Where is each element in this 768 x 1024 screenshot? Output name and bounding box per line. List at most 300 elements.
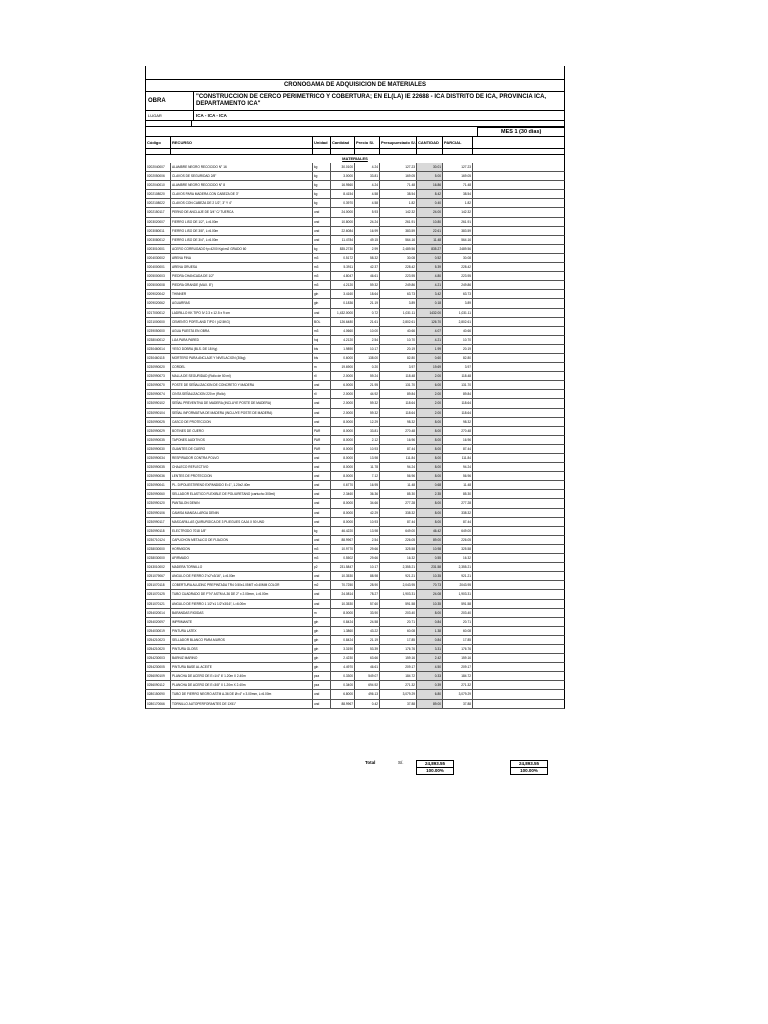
cell-qty: 835.2730: [331, 245, 355, 253]
cell-parcial: 60.08: [443, 627, 473, 635]
cell-mqty: 10.98: [417, 545, 443, 553]
table-row: [145, 563, 565, 572]
cell-unit: pza: [313, 672, 331, 680]
cell-desc: AFIRMADO: [171, 554, 313, 562]
cell-empty: [473, 390, 564, 398]
cell-desc: ALAMBRE NEGRO RECOCIDO N° 8: [171, 181, 313, 189]
cell-empty: [473, 672, 564, 680]
cell-empty: [473, 636, 564, 644]
col-codigo: Código: [146, 137, 171, 148]
table-row: [145, 536, 565, 545]
cell-qty: 8.0000: [331, 472, 355, 480]
cell-code: 0230990025: [146, 418, 171, 426]
cell-mqty: 16.86: [417, 181, 443, 189]
cell-code: 0230990118: [146, 527, 171, 535]
cell-unit: und: [313, 572, 331, 580]
cell-parcial: 118.64: [443, 399, 473, 407]
table-row: [145, 345, 565, 354]
cell-price: 29.66: [355, 554, 380, 562]
parcial-total: 24,893.55: [518, 761, 540, 766]
cell-unit: und: [313, 481, 331, 489]
cell-code: 0256090112: [146, 681, 171, 689]
cell-parcial: 142.32: [443, 208, 473, 216]
cell-unit: PAR: [313, 427, 331, 435]
cell-code: 0230990070: [146, 381, 171, 389]
cell-price: 2.54: [355, 536, 380, 544]
cell-price: 59.32: [355, 409, 380, 417]
cell-budget: 98.32: [380, 418, 417, 426]
cell-price: 57.60: [355, 600, 380, 608]
cell-unit: und: [313, 536, 331, 544]
cell-desc: AGUA PUESTA EN OBRA: [171, 327, 313, 335]
cell-price: 21.19: [355, 636, 380, 644]
table-row: [145, 336, 565, 345]
table-row: [145, 690, 565, 699]
cell-qty: 6.8000: [331, 690, 355, 698]
cell-price: 5.93: [355, 208, 380, 216]
table-row: [145, 254, 565, 263]
cell-empty: [473, 372, 564, 380]
table-row: [145, 636, 565, 645]
table-row: [145, 409, 565, 418]
cell-price: 0.72: [355, 309, 380, 317]
cell-code: 0230990102: [146, 399, 171, 407]
cell-mqty: 231.58: [417, 563, 443, 571]
cell-budget: 203.40: [380, 609, 417, 617]
cell-mqty: 30.01: [417, 163, 443, 171]
table-row: [145, 499, 565, 508]
col-presupuestado: Presupuestado S/.: [380, 137, 417, 148]
cell-budget: 38.54: [380, 190, 417, 198]
budget-total-box: [416, 760, 454, 775]
cell-parcial: 203.40: [443, 609, 473, 617]
cell-code: 0203010001: [146, 245, 171, 253]
cell-code: 0243010002: [146, 563, 171, 571]
col-unidad: Unidad: [313, 137, 331, 148]
cell-empty: [473, 199, 564, 207]
schedule-sheet: [145, 66, 565, 773]
cell-mqty: 0.33: [417, 672, 443, 680]
cell-budget: 3.89: [380, 299, 417, 307]
cell-desc: PERNO DE ANCLAJE DE 3/4" C/ TUERCA: [171, 208, 313, 216]
cell-empty: [473, 181, 564, 189]
cell-empty: [473, 254, 564, 262]
cell-budget: 60.08: [380, 627, 417, 635]
cell-price: 11.78: [355, 463, 380, 471]
cell-parcial: 118.64: [443, 409, 473, 417]
table-row: [145, 509, 565, 518]
cell-qty: 10.8000: [331, 218, 355, 226]
cell-desc: BARNIZ MARINO: [171, 654, 313, 662]
cell-price: 21.19: [355, 299, 380, 307]
cell-desc: CLAVOS DE SEGURIDAD 2/8": [171, 172, 313, 180]
cell-mqty: 8.00: [417, 445, 443, 453]
cell-price: 33.81: [355, 172, 380, 180]
cell-code: 0254020014: [146, 609, 171, 617]
cell-budget: 142.32: [380, 208, 417, 216]
cell-desc: MASCARILLAS QUIRURGICA DE 3 PLIEGUES CAJA X 50 UND: [171, 518, 313, 526]
cell-unit: BOL: [313, 318, 331, 326]
cell-empty: [473, 363, 564, 371]
cell-qty: 3.3190: [331, 645, 355, 653]
cell-code: 0251070118: [146, 581, 171, 589]
cell-qty: 5.3911: [331, 263, 355, 271]
cell-price: 34.66: [355, 499, 380, 507]
cell-code: 0239050000: [146, 327, 171, 335]
cell-unit: m: [313, 363, 331, 371]
cell-unit: und: [313, 518, 331, 526]
table-row: [145, 581, 565, 590]
cell-budget: 40.66: [380, 327, 417, 335]
cell-budget: 338.32: [380, 509, 417, 517]
cell-desc: PINTURA BASE AL ACEITE: [171, 663, 313, 671]
cell-price: 21.61: [355, 318, 380, 326]
cell-code: 0209020042: [146, 290, 171, 298]
cell-mqty: 835.27: [417, 245, 443, 253]
cell-unit: und: [313, 490, 331, 498]
cell-budget: 37.88: [380, 700, 417, 708]
cell-unit: m3: [313, 263, 331, 271]
cell-code: 0205000003: [146, 272, 171, 280]
cell-qty: 8.0000: [331, 463, 355, 471]
table-row: [145, 463, 565, 472]
cell-desc: IMPRIMANTE: [171, 618, 313, 626]
cell-mqty: 22.61: [417, 227, 443, 235]
table-row: [145, 445, 565, 454]
col-precio: Precio S/.: [355, 137, 380, 148]
cell-code: 0221000000: [146, 318, 171, 326]
cell-empty: [473, 600, 564, 608]
cell-budget: 1,903.31: [380, 590, 417, 598]
cell-mqty: 6.00: [417, 381, 443, 389]
cell-desc: YESO DOBRA (BLS. DE 18 Kg): [171, 345, 313, 353]
cell-parcial: 2,802.61: [443, 318, 473, 326]
cell-desc: PLANCHA DE ACERO DE E=3/8" X 1.20m X 2.40m: [171, 681, 313, 689]
cell-qty: 46.4220: [331, 527, 355, 535]
cell-price: 53.39: [355, 645, 380, 653]
cell-qty: 11.4784: [331, 236, 355, 244]
cell-empty: [473, 681, 564, 689]
cell-unit: m3: [313, 272, 331, 280]
cell-qty: 10.3530: [331, 572, 355, 580]
cell-parcial: 38.54: [443, 190, 473, 198]
cell-code: 0230990041: [146, 481, 171, 489]
cell-parcial: 85.30: [443, 490, 473, 498]
cell-empty: [473, 218, 564, 226]
cell-empty: [473, 545, 564, 553]
lugar-row: [145, 111, 565, 121]
cell-desc: CASCO DE PROTECCION: [171, 418, 313, 426]
cell-price: 59.32: [355, 281, 380, 289]
cell-price: 88.98: [355, 572, 380, 580]
cell-mqty: 8.42: [417, 190, 443, 198]
cell-empty: [473, 399, 564, 407]
cell-price: 549.07: [355, 672, 380, 680]
cell-code: 0238030000: [146, 554, 171, 562]
table-row: [145, 672, 565, 681]
table-row: [145, 163, 565, 172]
cell-empty: [473, 172, 564, 180]
cell-desc: PIEDRA CHANCADA DE 1/2": [171, 272, 313, 280]
cell-desc: COBERTURA ALUZINC PREPINTADA TR4 0.50x1.05MT x0.40MM COLOR: [171, 581, 313, 589]
cell-mqty: 2.00: [417, 409, 443, 417]
cell-parcial: 98.32: [443, 418, 473, 426]
obra-description: "CONSTRUCCION DE CERCO PERIMETRICO Y COBERTURA; EN EL(LA) IE 22688 - ICA DISTRITO DE ICA, PROVINCIA ICA, DEPARTAMENTO ICA": [196, 94, 547, 107]
cell-unit: bls: [313, 354, 331, 362]
cell-budget: 82.80: [380, 354, 417, 362]
cell-qty: 8.0000: [331, 427, 355, 435]
cell-unit: m2: [313, 581, 331, 589]
cell-price: 10.17: [355, 345, 380, 353]
cell-parcial: 223.95: [443, 272, 473, 280]
cell-code: 0230460115: [146, 354, 171, 362]
table-row: [145, 390, 565, 399]
cell-unit: gln: [313, 290, 331, 298]
cell-parcial: 226.05: [443, 536, 473, 544]
cell-mqty: 5.00: [417, 172, 443, 180]
cell-parcial: 564.16: [443, 236, 473, 244]
cell-code: 0202108020: [146, 190, 171, 198]
cell-qty: 0.5172: [331, 254, 355, 262]
cell-budget: 2,355.21: [380, 563, 417, 571]
cell-code: 0217000012: [146, 309, 171, 317]
obra-label: OBRA: [146, 92, 194, 110]
cell-empty: [473, 700, 564, 708]
cell-mqty: 8.00: [417, 436, 443, 444]
cell-unit: gln: [313, 645, 331, 653]
cell-price: 59.24: [355, 372, 380, 380]
cell-budget: 16.96: [380, 436, 417, 444]
cell-desc: ARENA FINA: [171, 254, 313, 262]
table-row: [145, 299, 565, 308]
cell-unit: und: [313, 499, 331, 507]
total-row: [145, 760, 565, 774]
cell-unit: m: [313, 609, 331, 617]
cell-empty: [473, 427, 564, 435]
cell-empty: [473, 445, 564, 453]
table-row: [145, 263, 565, 272]
cell-code: 0204030002: [146, 254, 171, 262]
cell-parcial: 56.96: [443, 472, 473, 480]
cell-unit: und: [313, 472, 331, 480]
cell-budget: 261.91: [380, 218, 417, 226]
cell-parcial: 17.85: [443, 636, 473, 644]
cell-desc: CEMENTO PORTLAND TIPO I (42.5KG): [171, 318, 313, 326]
cell-qty: 88.9967: [331, 536, 355, 544]
cell-price: 33.90: [355, 609, 380, 617]
cell-budget: 30.08: [380, 254, 417, 262]
cell-unit: und: [313, 236, 331, 244]
cell-price: 42.29: [355, 509, 380, 517]
cell-price: 7.12: [355, 472, 380, 480]
cell-price: 10.17: [355, 563, 380, 571]
cell-empty: [473, 463, 564, 471]
table-row: [145, 190, 565, 199]
cell-unit: PAR: [313, 445, 331, 453]
cell-empty: [473, 527, 564, 535]
cell-price: 0.42: [355, 700, 380, 708]
cell-empty: [473, 236, 564, 244]
cell-price: 24.24: [355, 218, 380, 226]
cell-qty: 231.5847: [331, 563, 355, 571]
cell-budget: 591.58: [380, 600, 417, 608]
table-row: [145, 600, 565, 609]
cell-qty: 3.4160: [331, 290, 355, 298]
cell-unit: PAR: [313, 436, 331, 444]
cell-price: 694.92: [355, 681, 380, 689]
cell-unit: pza: [313, 681, 331, 689]
cell-price: 10.93: [355, 518, 380, 526]
cell-empty: [473, 645, 564, 653]
cell-price: 58.32: [355, 254, 380, 262]
table-row: [145, 381, 565, 390]
table-row: [145, 208, 565, 217]
lugar-value: ICA - ICA - ICA: [196, 113, 227, 118]
cell-mqty: 8.00: [417, 609, 443, 617]
cell-desc: MADERA TORNILLO: [171, 563, 313, 571]
cell-parcial: 87.44: [443, 518, 473, 526]
cell-qty: 3.0000: [331, 172, 355, 180]
cell-qty: 0.8424: [331, 618, 355, 626]
cell-empty: [473, 409, 564, 417]
cell-budget: 921.21: [380, 572, 417, 580]
table-row: [145, 527, 565, 536]
cell-code: 0230990120: [146, 499, 171, 507]
cell-unit: m3: [313, 254, 331, 262]
cell-mqty: 4.50: [417, 663, 443, 671]
cell-mqty: 0.60: [417, 354, 443, 362]
cell-empty: [473, 163, 564, 171]
cell-qty: 1,432.0000: [331, 309, 355, 317]
cell-budget: 649.00: [380, 527, 417, 535]
cell-budget: 20.19: [380, 345, 417, 353]
cell-desc: CAPUCHON METALICO DE FIJACION: [171, 536, 313, 544]
cell-qty: 8.0000: [331, 445, 355, 453]
cell-empty: [473, 245, 564, 253]
cell-mqty: 8.00: [417, 509, 443, 517]
cell-parcial: 338.32: [443, 509, 473, 517]
cell-price: 21.95: [355, 381, 380, 389]
table-row: [145, 481, 565, 490]
cell-desc: PLANCHA DE ACERO DE E=1/4" 6' 1.20m X 2.40m: [171, 672, 313, 680]
cell-price: 13.98: [355, 454, 380, 462]
cell-qty: 8.0000: [331, 518, 355, 526]
cell-empty: [473, 381, 564, 389]
cell-budget: 1,031.11: [380, 309, 417, 317]
cell-mqty: 0.18: [417, 299, 443, 307]
cell-desc: CINTA SEÑALIZACION 220 m (Rollo): [171, 390, 313, 398]
cell-qty: 6.0000: [331, 381, 355, 389]
cell-parcial: 30.08: [443, 254, 473, 262]
cell-unit: und: [313, 409, 331, 417]
cell-qty: 1.9890: [331, 345, 355, 353]
cell-budget: 118.48: [380, 372, 417, 380]
cell-qty: 88.9967: [331, 700, 355, 708]
cell-mqty: 2.00: [417, 390, 443, 398]
cell-empty: [473, 263, 564, 271]
cell-price: 18.64: [355, 290, 380, 298]
cell-parcial: 10.70: [443, 336, 473, 344]
cell-mqty: 89.00: [417, 700, 443, 708]
cell-desc: THINNER: [171, 290, 313, 298]
cell-price: 2.12: [355, 436, 380, 444]
cell-price: 4.58: [355, 190, 380, 198]
table-row: [145, 181, 565, 190]
cell-price: 2.99: [355, 245, 380, 253]
cell-parcial: 184.72: [443, 672, 473, 680]
cell-budget: 3.97: [380, 363, 417, 371]
table-row: [145, 418, 565, 427]
cell-desc: ANGULO DE FIERRO 2"x2"x3/16", L=6.00m: [171, 572, 313, 580]
cell-unit: kg: [313, 181, 331, 189]
cell-budget: 3,079.29: [380, 690, 417, 698]
cell-budget: 127.23: [380, 163, 417, 171]
cell-qty: 70.7250: [331, 581, 355, 589]
table-row: [145, 354, 565, 363]
cell-parcial: 277.28: [443, 499, 473, 507]
cell-budget: 271.32: [380, 681, 417, 689]
cell-mqty: 8.00: [417, 518, 443, 526]
table-row: [145, 227, 565, 236]
col-cantidad: Cantidad: [331, 137, 355, 148]
cell-parcial: 261.91: [443, 218, 473, 226]
cell-price: 4.24: [355, 163, 380, 171]
cell-price: 16.99: [355, 227, 380, 235]
cell-mqty: 70.73: [417, 581, 443, 589]
cell-code: 0251079067: [146, 572, 171, 580]
cell-parcial: 921.21: [443, 572, 473, 580]
cell-budget: 85.30: [380, 490, 417, 498]
cell-desc: SEÑAL INFORMATIVA DE MADERA (INCLUYE POSTE DE MADERA): [171, 409, 313, 417]
cell-empty: [473, 581, 564, 589]
cell-unit: gln: [313, 636, 331, 644]
cell-empty: [473, 499, 564, 507]
cell-unit: und: [313, 690, 331, 698]
cell-parcial: 270.48: [443, 427, 473, 435]
cell-qty: 8.0000: [331, 509, 355, 517]
cell-budget: 17.85: [380, 636, 417, 644]
cell-price: 42.37: [355, 263, 380, 271]
cell-code: 0254230003: [146, 654, 171, 662]
cell-unit: m3: [313, 545, 331, 553]
cell-code: 0280150090: [146, 690, 171, 698]
cell-budget: 89.84: [380, 390, 417, 398]
cell-parcial: 228.42: [443, 263, 473, 271]
cell-desc: TAPONES AUDITIVOS: [171, 436, 313, 444]
cell-parcial: 20.19: [443, 345, 473, 353]
cell-desc: ALAMBRE NEGRO RECOCIDO N° 16: [171, 163, 313, 171]
top-border: [145, 66, 565, 80]
cell-mqty: 10.35: [417, 572, 443, 580]
cell-mqty: 0.39: [417, 681, 443, 689]
cell-parcial: 71.48: [443, 181, 473, 189]
cell-price: 496.13: [355, 690, 380, 698]
table-row: [145, 663, 565, 672]
cell-empty: [473, 563, 564, 571]
cell-parcial: 16.96: [443, 436, 473, 444]
cell-qty: 22.6084: [331, 227, 355, 235]
cell-empty: [473, 627, 564, 635]
budget-total: 24,893.55: [424, 761, 446, 766]
budget-total-pct: 100.00%: [417, 767, 453, 774]
table-row: [145, 218, 565, 227]
cell-empty: [473, 272, 564, 280]
cell-qty: 8.0000: [331, 499, 355, 507]
cell-desc: CLAVOS CON CABEZA DE 2 1/2", 3" Y 4": [171, 199, 313, 207]
cell-price: 24.58: [355, 618, 380, 626]
cell-desc: PINTURA LATEX: [171, 627, 313, 635]
cell-code: 0202108022: [146, 199, 171, 207]
